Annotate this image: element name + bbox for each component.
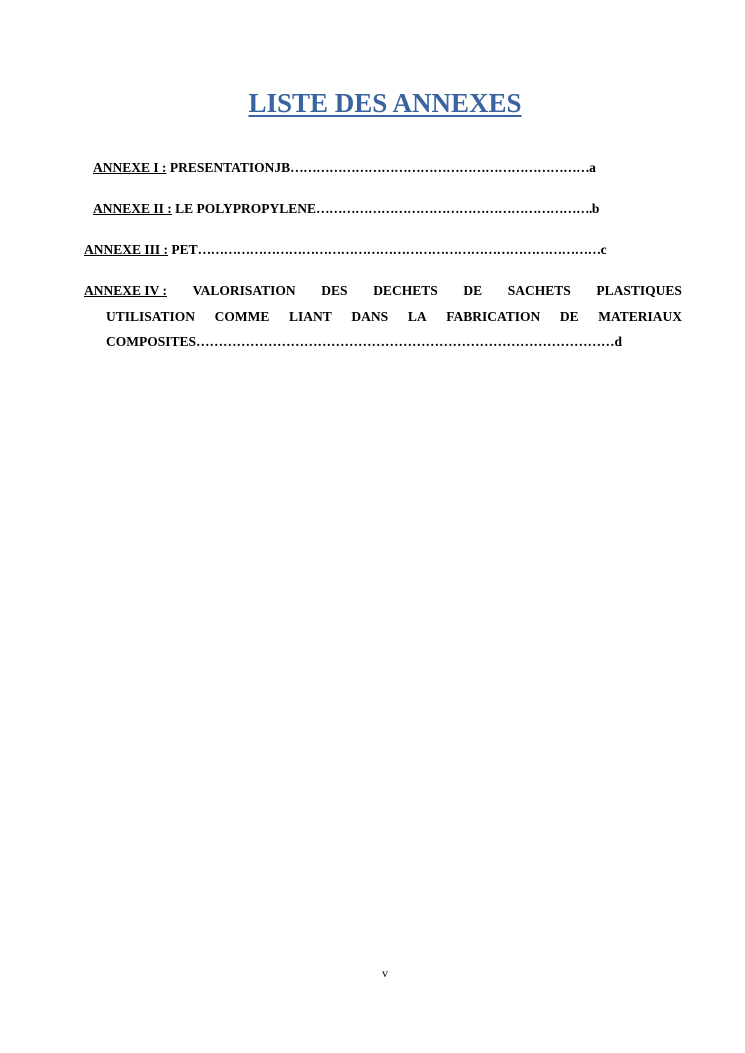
page-number: v <box>382 966 388 980</box>
annex-page-ref: c <box>600 242 607 257</box>
annex-label: ANNEXE III : <box>84 242 169 257</box>
annex-title-word: DECHETS <box>373 283 438 298</box>
annex-title: LE POLYPROPYLENE <box>171 201 317 216</box>
leader-dots: ………………………………………………………. <box>316 201 592 216</box>
annex-title-word: DES <box>321 283 348 298</box>
annex-title-word: PLASTIQUES <box>596 283 682 298</box>
annex-title: COMPOSITES <box>106 334 197 349</box>
annex-title-word: COMME <box>214 309 270 324</box>
annex-page-ref: b <box>591 201 600 216</box>
annex-title-word: FABRICATION <box>446 309 541 324</box>
annex-title-word: DE <box>559 309 579 324</box>
annex-title-word: VALORISATION <box>192 283 296 298</box>
annex-label: ANNEXE II : <box>93 201 172 216</box>
annex-entry-2[interactable] <box>93 200 671 218</box>
annex-entry-4-line-1[interactable] <box>84 282 682 300</box>
annex-label: ANNEXE IV : <box>84 283 168 298</box>
annex-title-word: DANS <box>351 309 389 324</box>
annex-label: ANNEXE I : <box>93 160 167 175</box>
page-title: LISTE DES ANNEXES <box>248 88 522 118</box>
annex-title-word: DE <box>463 283 483 298</box>
annex-entry-4-line-3[interactable] <box>106 333 682 351</box>
annex-title-word: MATERIAUX <box>598 309 682 324</box>
annex-entry-1[interactable] <box>93 159 668 177</box>
annex-title: PET <box>168 242 198 257</box>
annex-title-word: SACHETS <box>507 283 571 298</box>
annex-title-word: UTILISATION <box>106 309 196 324</box>
annex-title: PRESENTATIONJB <box>166 160 291 175</box>
leader-dots: ………………………………………………………………………………… <box>196 334 615 349</box>
leader-dots: …………………………………………………………… <box>290 160 590 175</box>
annex-entry-3[interactable] <box>84 241 682 259</box>
leader-dots: ………………………………………………………………………………… <box>197 242 601 257</box>
annex-title-word: LIANT <box>289 309 332 324</box>
annex-page-ref: d <box>614 334 623 349</box>
annex-entry-4-line-2[interactable] <box>106 308 682 326</box>
annex-title-word: LA <box>407 309 427 324</box>
annex-page-ref: a <box>589 160 596 175</box>
